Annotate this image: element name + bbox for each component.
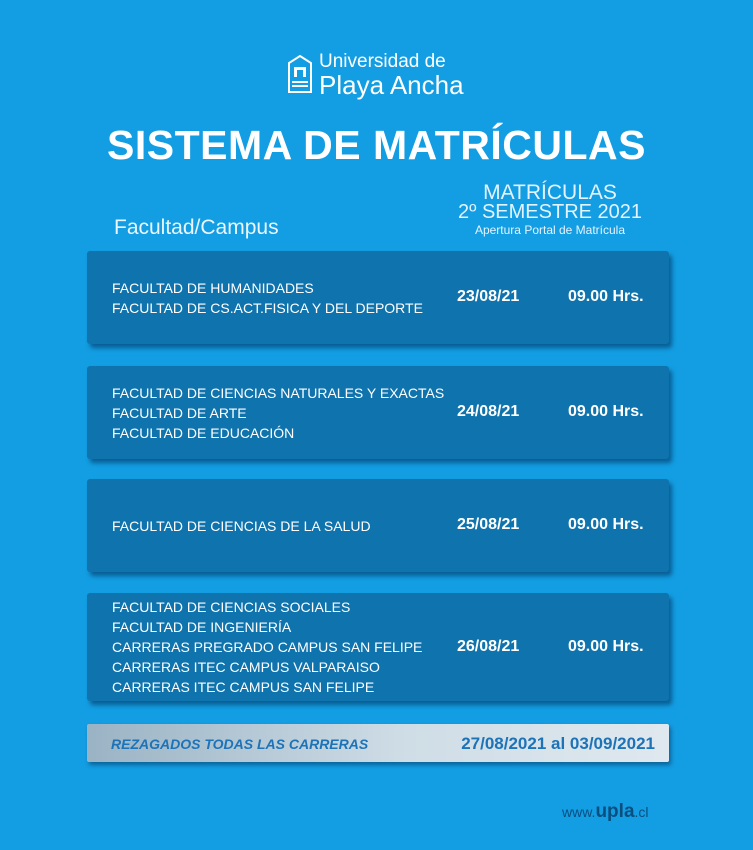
- faculty-name: FACULTAD DE CIENCIAS DE LA SALUD: [112, 517, 371, 534]
- logo-text-line1: Universidad de: [319, 51, 446, 72]
- header-line1: MATRÍCULAS: [483, 181, 617, 204]
- faculty-name: FACULTAD DE EDUCACIÓN: [112, 424, 295, 441]
- enrollment-date: 25/08/21: [457, 516, 520, 533]
- url-prefix: www.: [562, 804, 596, 820]
- page-title: SISTEMA DE MATRÍCULAS: [107, 122, 646, 168]
- faculty-name: FACULTAD DE INGENIERÍA: [112, 619, 292, 635]
- faculty-list: [112, 251, 423, 344]
- enrollment-time: 09.00 Hrs.: [568, 288, 644, 305]
- enrollment-time: 09.00 Hrs.: [568, 638, 644, 655]
- faculty-name: CARRERAS ITEC CAMPUS VALPARAISO: [112, 659, 380, 675]
- enrollment-date: 23/08/21: [457, 288, 520, 305]
- faculty-list: [112, 479, 371, 572]
- schedule-row: [87, 251, 669, 344]
- faculty-name: FACULTAD DE CIENCIAS NATURALES Y EXACTAS: [112, 384, 445, 401]
- url-brand: upla: [595, 801, 635, 822]
- enrollment-time: 09.00 Hrs.: [568, 516, 644, 533]
- url-suffix: .cl: [634, 804, 649, 820]
- faculty-name: FACULTAD DE ARTE: [112, 404, 247, 421]
- late-enrollment-bar: [87, 724, 669, 762]
- faculty-list: [112, 366, 444, 459]
- enrollment-header: [440, 183, 660, 238]
- enrollment-date: 26/08/21: [457, 638, 520, 655]
- enrollment-time: 09.00 Hrs.: [568, 403, 644, 420]
- faculty-name: CARRERAS PREGRADO CAMPUS SAN FELIPE: [112, 639, 423, 655]
- schedule-row: [87, 593, 669, 701]
- schedule-row: [87, 366, 669, 459]
- late-enrollment-range: 27/08/2021 al 03/09/2021: [461, 734, 655, 753]
- header-line2: 2º SEMESTRE 2021: [457, 201, 643, 223]
- header-line3: Apertura Portal de Matrícula: [474, 223, 626, 237]
- faculty-list: [112, 593, 422, 701]
- late-enrollment-label: REZAGADOS TODAS LAS CARRERAS: [111, 736, 369, 752]
- university-crest-icon: [287, 55, 313, 93]
- faculty-name: FACULTAD DE CIENCIAS SOCIALES: [112, 599, 351, 615]
- faculty-name: CARRERAS ITEC CAMPUS SAN FELIPE: [112, 679, 375, 695]
- university-logo: [287, 50, 477, 100]
- schedule-row: [87, 479, 669, 572]
- website-url: [562, 801, 649, 823]
- faculty-column-label: Facultad/Campus: [114, 216, 279, 239]
- logo-text-line2: Playa Ancha: [319, 70, 464, 100]
- faculty-name: FACULTAD DE CS.ACT.FISICA Y DEL DEPORTE: [112, 299, 423, 316]
- enrollment-date: 24/08/21: [457, 403, 520, 420]
- faculty-name: FACULTAD DE HUMANIDADES: [112, 279, 314, 296]
